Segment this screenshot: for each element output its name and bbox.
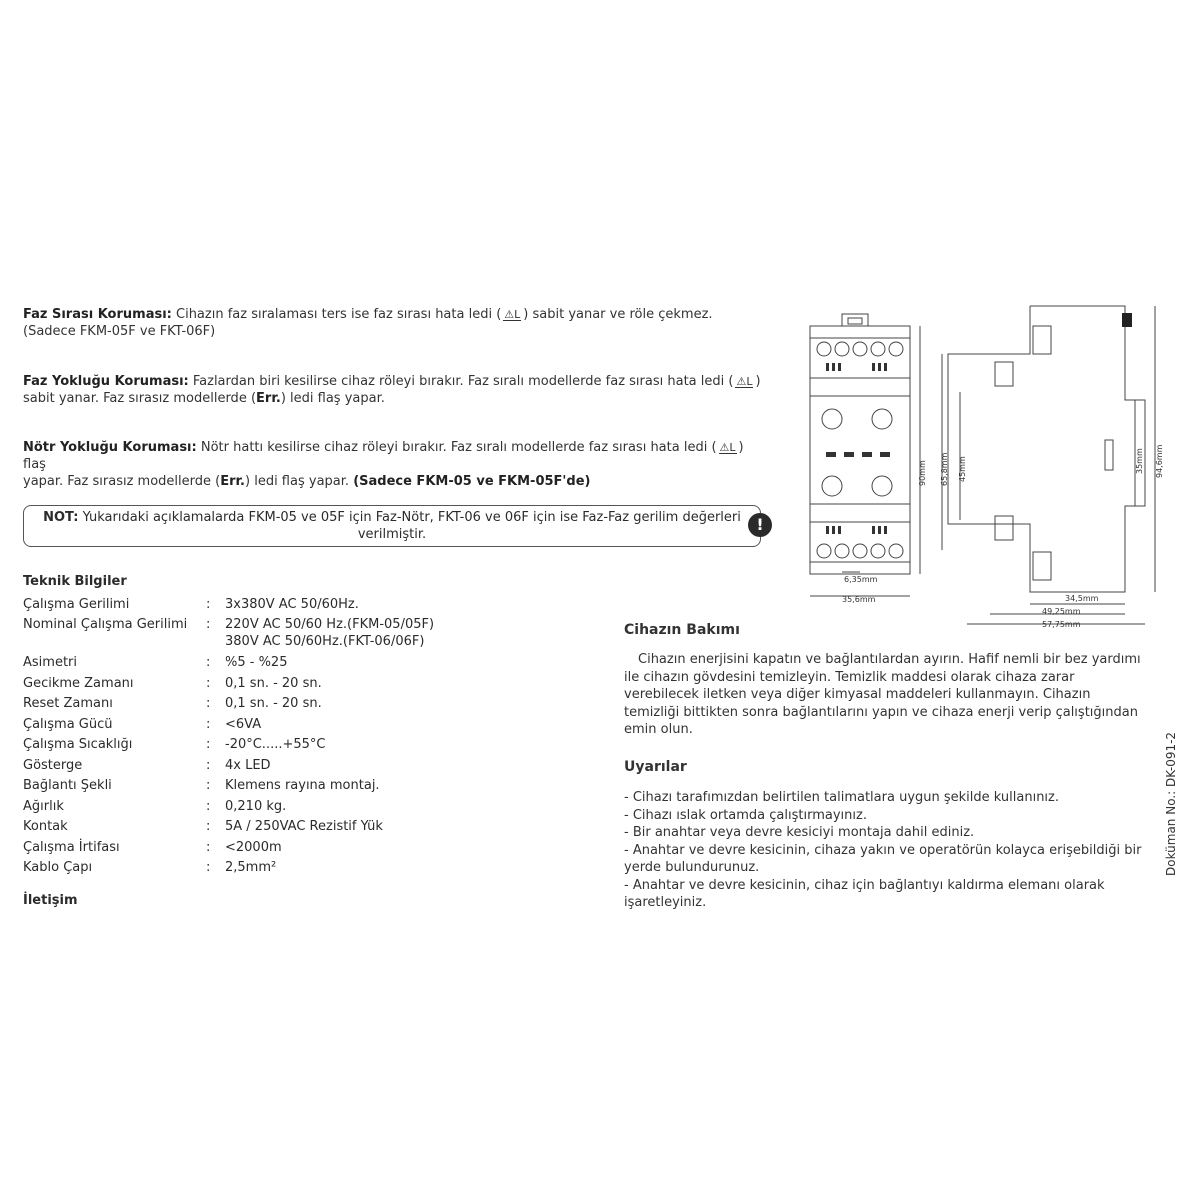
err-label: Err. bbox=[220, 474, 245, 489]
spec-separator: : bbox=[206, 799, 211, 814]
spec-value-line: -20°C.....+55°C bbox=[225, 737, 326, 752]
dimension-drawing bbox=[800, 296, 1190, 636]
neutral-loss-line2: yapar. Faz sırasız modellerde ( bbox=[23, 474, 221, 489]
warning-line: yerde bulundurunuz. bbox=[624, 860, 760, 875]
spec-value-line: Klemens rayına montaj. bbox=[225, 778, 380, 793]
spec-separator: : bbox=[206, 819, 211, 834]
spec-value bbox=[225, 777, 380, 794]
phase-sequence-models: (Sadece FKM-05F ve FKT-06F) bbox=[23, 324, 216, 339]
phase-loss-text: Fazlardan biri kesilirse cihaz röleyi bırakır. Faz sıralı modellerde faz sırası hata ledi ( bbox=[192, 374, 734, 389]
spec-value-line: %5 - %25 bbox=[225, 655, 288, 670]
spec-value-line: 3x380V AC 50/60Hz. bbox=[225, 597, 359, 612]
spec-key: Çalışma Gücü bbox=[23, 717, 113, 732]
maintenance-title: Cihazın Bakımı bbox=[624, 622, 740, 638]
neutral-loss-models: (Sadece FKM-05 ve FKM-05F'de) bbox=[353, 474, 591, 489]
err-label: Err. bbox=[256, 391, 281, 406]
neutral-loss-title: Nötr Yokluğu Koruması: bbox=[23, 440, 197, 455]
document-number: Doküman No.: DK-091-2 bbox=[1164, 731, 1178, 876]
spec-value bbox=[225, 654, 287, 671]
dim-rail-height: 35mm bbox=[1135, 448, 1144, 474]
spec-value-line: 0,1 sn. - 20 sn. bbox=[225, 696, 322, 711]
warnings-text bbox=[624, 789, 1144, 912]
spec-key: Gecikme Zamanı bbox=[23, 676, 134, 691]
spec-key: Bağlantı Şekli bbox=[23, 778, 112, 793]
note-box bbox=[23, 505, 761, 547]
spec-key: Gösterge bbox=[23, 758, 83, 773]
spec-separator: : bbox=[206, 717, 211, 732]
dim-depth-2: 49,25mm bbox=[1042, 607, 1081, 616]
spec-separator: : bbox=[206, 778, 211, 793]
spec-key: Kontak bbox=[23, 819, 68, 834]
spec-value bbox=[225, 798, 286, 815]
phase-error-icon: ⚠L bbox=[719, 441, 736, 454]
spec-value-line: 380V AC 50/60Hz.(FKT-06/06F) bbox=[225, 634, 425, 649]
neutral-loss-paragraph bbox=[23, 439, 763, 490]
maintenance-line: Cihazın enerjisini kapatın ve bağlantılardan ayırın. Hafif nemli bir bez yardımı bbox=[638, 652, 1141, 667]
spec-key: Asimetri bbox=[23, 655, 77, 670]
spec-value bbox=[225, 716, 261, 733]
warning-line: - Bir anahtar veya devre kesiciyi montaja dahil ediniz. bbox=[624, 825, 975, 840]
phase-sequence-paragraph bbox=[23, 306, 763, 340]
phase-loss-paragraph bbox=[23, 373, 763, 407]
warning-line: - Cihazı ıslak ortamda çalıştırmayınız. bbox=[624, 807, 867, 823]
contact-heading: İletişim bbox=[23, 893, 78, 908]
spec-value-line: 5A / 250VAC Rezistif Yük bbox=[225, 819, 383, 834]
note-text: Yukarıdaki açıklamalarda FKM-05 ve 05F için Faz-Nötr, FKT-06 ve 06F için ise Faz-Faz gerilim değerleri bbox=[82, 510, 741, 525]
led bbox=[880, 452, 890, 457]
spec-separator: : bbox=[206, 676, 211, 691]
maintenance-line: temizliği bittikten sonra bağlantılarını yapın ve cihaza enerji verip çalıştığından bbox=[624, 704, 1138, 720]
spec-value bbox=[225, 616, 434, 650]
dim-depth-3: 57,75mm bbox=[1042, 620, 1081, 629]
maintenance-line: emin olun. bbox=[624, 722, 693, 737]
warning-line: - Anahtar ve devre kesicinin, cihaz için bağlantıyı kaldırma elemanı olarak bbox=[624, 877, 1105, 893]
led bbox=[826, 452, 836, 457]
spec-key: Çalışma Sıcaklığı bbox=[23, 737, 133, 752]
warning-line: - Cihazı tarafımızdan belirtilen talimatlara uygun şekilde kullanınız. bbox=[624, 790, 1059, 805]
phase-sequence-title: Faz Sırası Koruması: bbox=[23, 307, 172, 322]
phase-loss-title: Faz Yokluğu Koruması: bbox=[23, 374, 189, 389]
spec-value bbox=[225, 695, 322, 712]
spec-value-line: 220V AC 50/60 Hz.(FKM-05/05F) bbox=[225, 617, 435, 632]
rail-clip-mark bbox=[1122, 313, 1132, 327]
spec-key: Çalışma Gerilimi bbox=[23, 597, 130, 612]
warning-line: işaretleyiniz. bbox=[624, 895, 707, 910]
spec-separator: : bbox=[206, 737, 211, 752]
maintenance-line: ile cihazın gövdesini temizleyin. Temizlik maddesi olarak cihaza zarar bbox=[624, 669, 1075, 685]
exclamation-icon: ! bbox=[748, 513, 772, 537]
spec-separator: : bbox=[206, 597, 211, 612]
neutral-loss-text-end: ) flaş bbox=[23, 440, 744, 472]
spec-separator: : bbox=[206, 696, 211, 711]
spec-key: Kablo Çapı bbox=[23, 860, 93, 875]
spec-value bbox=[225, 818, 383, 835]
warnings-title: Uyarılar bbox=[624, 759, 687, 775]
spec-separator: : bbox=[206, 860, 211, 875]
phase-loss-line2: sabit yanar. Faz sırasız modellerde ( bbox=[23, 391, 257, 406]
document-page bbox=[0, 296, 1200, 910]
led bbox=[844, 452, 854, 457]
spec-value bbox=[225, 736, 325, 753]
maintenance-text bbox=[624, 651, 1144, 739]
dim-front-height: 90mm bbox=[918, 460, 927, 486]
dim-terminal-pitch: 6,35mm bbox=[844, 575, 878, 584]
dim-total-height: 94,6mm bbox=[1155, 444, 1164, 478]
spec-key: Nominal Çalışma Gerilimi bbox=[23, 617, 188, 632]
spec-value bbox=[225, 859, 276, 876]
spec-key: Reset Zamanı bbox=[23, 696, 113, 711]
phase-loss-text-end: ) bbox=[755, 374, 761, 389]
spec-separator: : bbox=[206, 758, 211, 773]
dim-depth-1: 34,5mm bbox=[1065, 594, 1099, 603]
phase-sequence-text-end: ) sabit yanar ve röle çekmez. bbox=[523, 307, 713, 322]
spec-separator: : bbox=[206, 617, 211, 632]
spec-value-line: 2,5mm² bbox=[225, 860, 277, 875]
spec-value bbox=[225, 596, 359, 613]
front-view-outline bbox=[810, 326, 910, 574]
top-clip-slot bbox=[848, 318, 862, 324]
specs-title: Teknik Bilgiler bbox=[23, 574, 127, 589]
spec-value-line: <6VA bbox=[225, 717, 262, 732]
neutral-loss-text: Nötr hattı kesilirse cihaz röleyi bırakır. Faz sıralı modellerde faz sırası hata ledi ( bbox=[200, 440, 717, 455]
spec-value bbox=[225, 839, 282, 856]
dim-inner-height-1: 65,8mm bbox=[940, 452, 949, 486]
spec-value-line: 0,210 kg. bbox=[225, 799, 287, 814]
phase-sequence-text: Cihazın faz sıralaması ters ise faz sırası hata ledi ( bbox=[176, 307, 502, 322]
led bbox=[862, 452, 872, 457]
spec-key: Çalışma İrtifası bbox=[23, 840, 120, 855]
maintenance-line: verebilecek iletken veya diğer kimyasal maddeleri kullanmayın. Cihazın bbox=[624, 687, 1091, 702]
spec-separator: : bbox=[206, 840, 211, 855]
spec-value-line: 0,1 sn. - 20 sn. bbox=[225, 676, 322, 691]
spec-value bbox=[225, 757, 271, 774]
spec-value-line: 4x LED bbox=[225, 758, 271, 773]
note-text-cont: verilmiştir. bbox=[357, 527, 427, 542]
neutral-loss-line2-mid: ) ledi flaş yapar. bbox=[245, 474, 350, 489]
spec-key: Ağırlık bbox=[23, 799, 64, 814]
spec-value bbox=[225, 675, 322, 692]
phase-error-icon: ⚠L bbox=[504, 308, 521, 321]
spec-value-line: <2000m bbox=[225, 840, 282, 855]
spec-separator: : bbox=[206, 655, 211, 670]
note-label: NOT: bbox=[43, 510, 79, 525]
dim-inner-height-2: 45mm bbox=[958, 456, 967, 482]
warning-line: - Anahtar ve devre kesicinin, cihaza yakın ve operatörün kolayca erişebildiği bir bbox=[624, 842, 1142, 858]
phase-error-icon: ⚠L bbox=[736, 375, 753, 388]
dim-front-width: 35,6mm bbox=[842, 595, 876, 604]
phase-loss-line2-end: ) ledi flaş yapar. bbox=[280, 391, 385, 406]
